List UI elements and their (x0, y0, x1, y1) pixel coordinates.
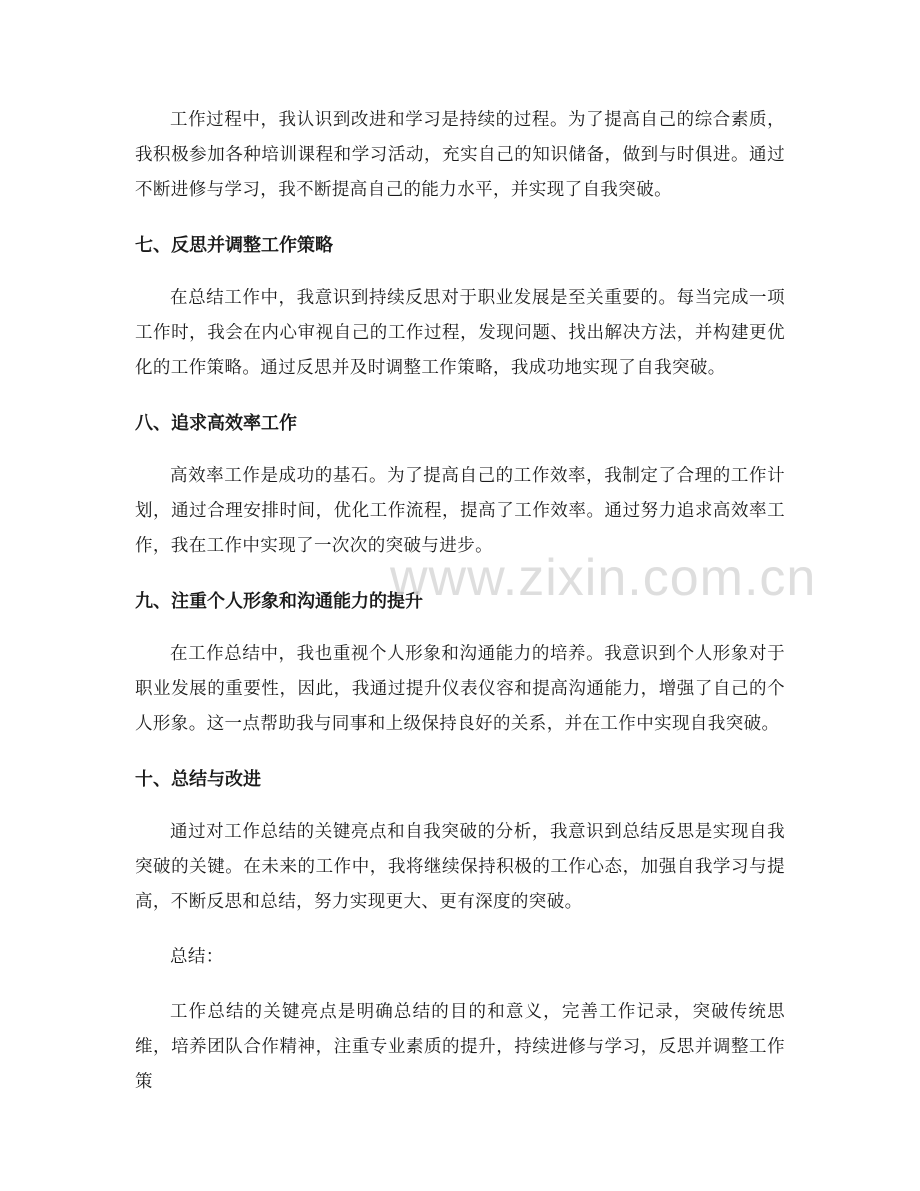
paragraph-summary-conclusion: 工作总结的关键亮点是明确总结的目的和意义，完善工作记录，突破传统思维，培养团队合作精神，注重专业素质的提升，持续进修与学习，反思并调整工作策 (135, 1002, 785, 1092)
section-heading-7: 七、反思并调整工作策略 (135, 235, 333, 256)
paragraph-efficiency: 高效率工作是成功的基石。为了提高自己的工作效率，我制定了合理的工作计划，通过合理安排时间，优化工作流程，提高了工作效率。通过努力追求高效率工作，我在工作中实现了一次次的突破与进步。 (135, 466, 785, 556)
paragraph-reflection: 在总结工作中，我意识到持续反思对于职业发展是至关重要的。每当完成一项工作时，我会在内心审视自己的工作过程，发现问题、找出解决方法，并构建更优化的工作策略。通过反思并及时调整工作策略，我成功地实现了自我突破。 (135, 288, 785, 378)
paragraph-continuous-learning: 工作过程中，我认识到改进和学习是持续的过程。为了提高自己的综合素质，我积极参加各种培训课程和学习活动，充实自己的知识储备，做到与时俱进。通过不断进修与学习，我不断提高自己的能力水平，并实现了自我突破。 (135, 110, 785, 200)
paragraph-summary-improve: 通过对工作总结的关键亮点和自我突破的分析，我意识到总结反思是实现自我突破的关键。在未来的工作中，我将继续保持积极的工作心态，加强自我学习与提高，不断反思和总结，努力实现更大、更有深度的突破。 (135, 822, 785, 912)
paragraph-image-communication: 在工作总结中，我也重视个人形象和沟通能力的培养。我意识到个人形象对于职业发展的重要性，因此，我通过提升仪表仪容和提高沟通能力，增强了自己的个人形象。这一点帮助我与同事和上级保持良好的关系，并在工作中实现自我突破。 (135, 644, 785, 734)
watermark-text: www.zixin.com.cn (390, 549, 817, 607)
document-body (135, 103, 785, 1100)
section-heading-10: 十、总结与改进 (135, 769, 261, 790)
paragraph-summary-label: 总结： (170, 947, 224, 967)
section-heading-9: 九、注重个人形象和沟通能力的提升 (135, 591, 423, 612)
section-heading-8: 八、追求高效率工作 (135, 413, 297, 434)
